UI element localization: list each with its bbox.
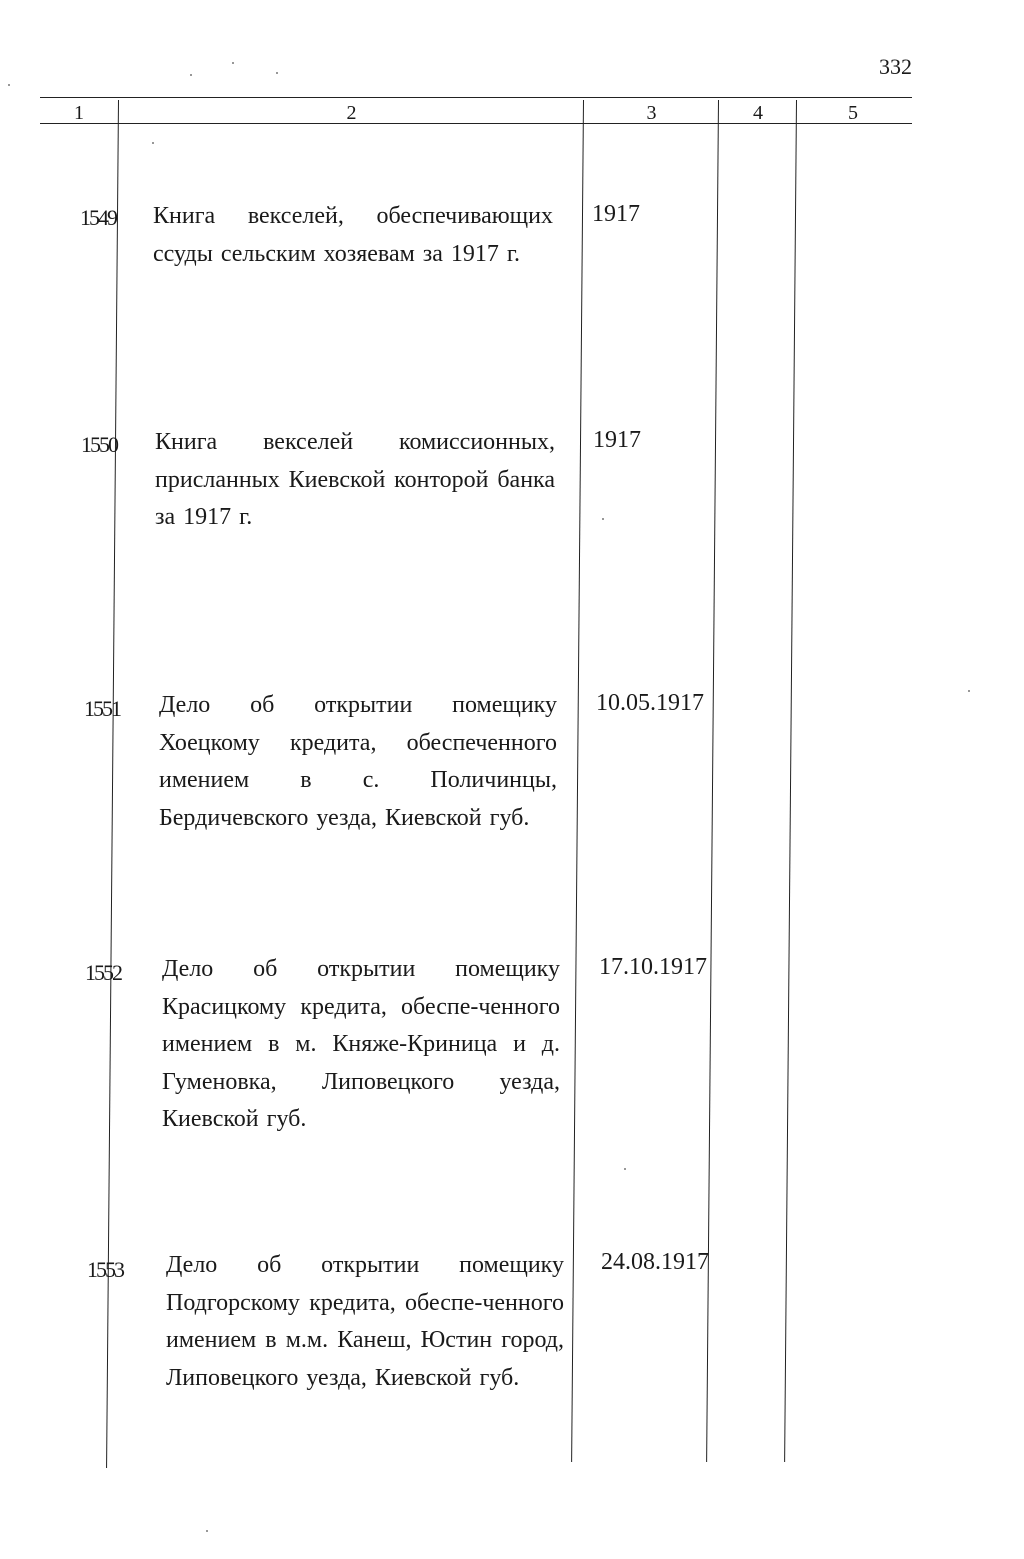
scan-speck: [8, 84, 10, 86]
row-number: 1551: [84, 696, 120, 721]
row-title: Книга векселей, обеспечивающих ссуды сельским хозяевам за 1917 г.: [153, 203, 553, 267]
scan-speck: [206, 1530, 208, 1532]
row-date: 10.05.1917: [596, 690, 704, 716]
row-number: 1549: [80, 205, 116, 230]
scan-speck: [572, 1298, 574, 1300]
row-title: Дело об открытии помещику Подгорскому кредита, обеспе-ченного имением в м.м. Канеш, Юстин город, Липовецкого уезда, Киевской губ.: [166, 1252, 564, 1391]
column-header-3: 3: [646, 102, 657, 124]
row-date: 1917: [593, 427, 641, 453]
column-header-2: 2: [346, 102, 357, 124]
row-date: 24.08.1917: [601, 1249, 709, 1275]
row-date: 17.10.1917: [599, 954, 707, 980]
scan-speck: [276, 72, 278, 74]
scan-speck: [232, 62, 234, 64]
column-header-4: 4: [753, 102, 763, 124]
page-number: 332: [879, 54, 912, 79]
row-title: Дело об открытии помещику Хоецкому кредита, обеспеченного имением в с. Поличинцы, Бердичевского уезда, Киевской губ.: [159, 692, 557, 831]
table-top-rule: [40, 97, 912, 98]
scan-speck: [624, 1168, 626, 1170]
scan-speck: [152, 142, 154, 144]
row-number: 1552: [85, 960, 121, 985]
row-number: 1553: [87, 1257, 123, 1282]
scan-speck: [602, 518, 604, 520]
scan-speck: [968, 690, 970, 692]
scan-speck: [190, 74, 192, 76]
column-header-1: 1: [74, 102, 84, 124]
row-date: 1917: [592, 201, 640, 227]
row-title: Книга векселей комиссионных, присланных Киевской конторой банка за 1917 г.: [155, 429, 555, 530]
column-divider-4: [784, 100, 797, 1462]
column-divider-2: [571, 100, 584, 1462]
row-number: 1550: [81, 432, 117, 457]
column-header-5: 5: [848, 102, 858, 124]
row-title: Дело об открытии помещику Красицкому кредита, обеспе-ченного имением в м. Княже-Криница и д. Гуменовка, Липовецкого уезда, Киевской губ.: [162, 956, 560, 1132]
